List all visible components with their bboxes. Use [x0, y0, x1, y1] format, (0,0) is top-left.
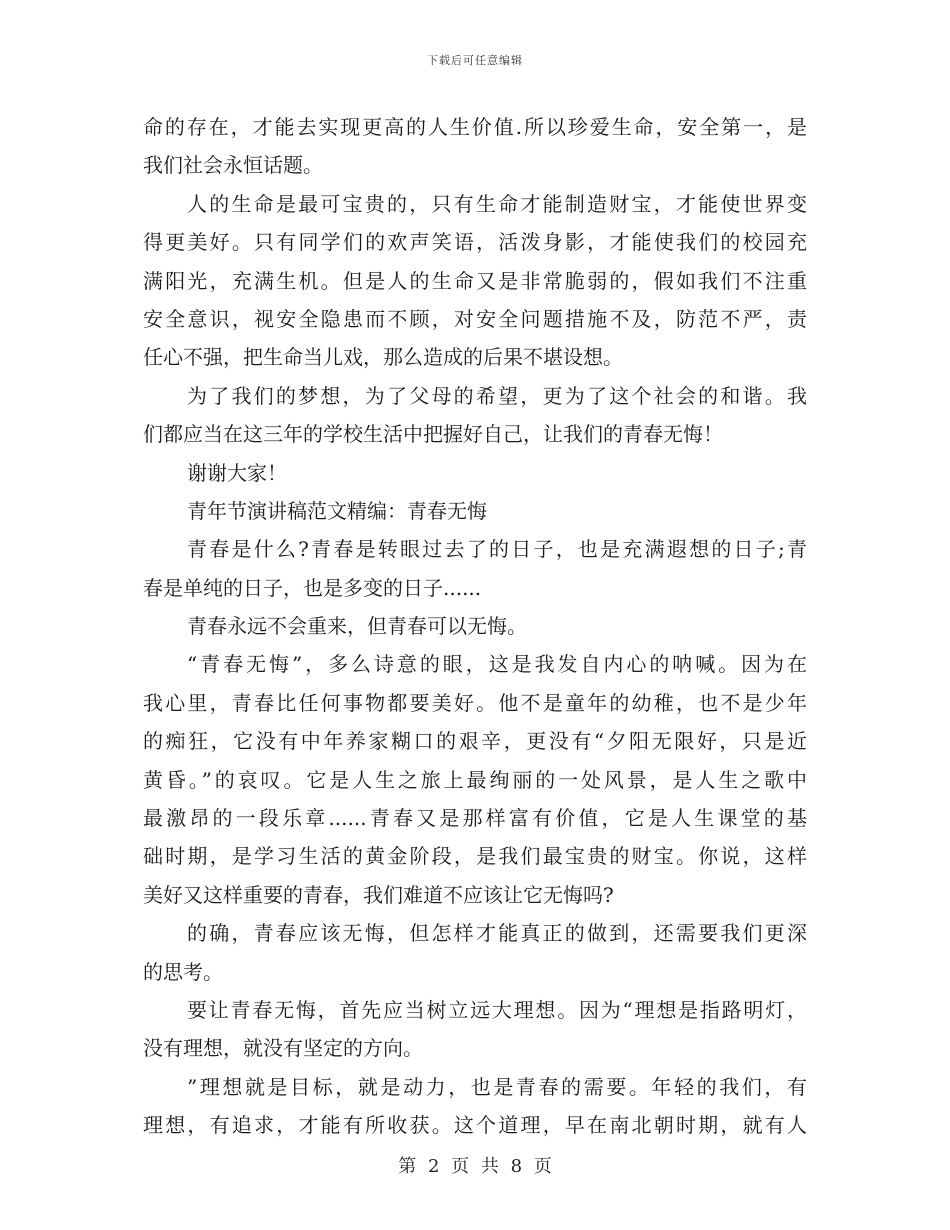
text-line: 要让青春无悔，首先应当树立远大理想。因为“理想是指路明灯， [187, 997, 807, 1022]
document-body [143, 108, 807, 1145]
text-line: 谢谢大家！ [187, 460, 287, 485]
text-line: 得更美好。只有同学们的欢声笑语，活泼身影，才能使我们的校园充 [143, 230, 807, 255]
text-line: 青春永远不会重来，但青春可以无悔。 [187, 614, 527, 639]
text-line: 理想，有追求，才能有所收获。这个道理，早在南北朝时期，就有人 [143, 1113, 807, 1138]
text-line: 命的存在，才能去实现更高的人生价值.所以珍爱生命，安全第一，是 [143, 115, 807, 139]
page-header: 下载后可任意编辑 [427, 54, 523, 67]
text-line: 黄昏。”的哀叹。它是人生之旅上最绚丽的一处风景，是人生之歌中 [143, 767, 807, 792]
text-line: ”理想就是目标，就是动力，也是青春的需要。年轻的我们，有 [187, 1074, 807, 1099]
paragraph [143, 1068, 807, 1145]
text-line: 的痴狂，它没有中年养家糊口的艰辛，更没有“夕阳无限好，只是近 [143, 729, 807, 754]
text-line: 任心不强，把生命当儿戏，那么造成的后果不堪设想。 [143, 345, 623, 370]
paragraph [143, 377, 807, 454]
text-line: 最激昂的一段乐章......青春又是那样富有价值，它是人生课堂的基 [143, 806, 807, 831]
paragraph [143, 991, 807, 1068]
paragraph [143, 492, 807, 530]
paragraph [143, 185, 807, 377]
text-line: 安全意识，视安全隐患而不顾，对安全问题措施不及，防范不严，责 [143, 306, 807, 331]
text-line: 没有理想，就没有坚定的方向。 [143, 1036, 423, 1061]
text-line: 青年节演讲稿范文精编：青春无悔 [187, 498, 487, 523]
paragraph [143, 645, 807, 914]
paragraph [143, 914, 807, 991]
text-line: 为了我们的梦想，为了父母的希望，更为了这个社会的和谐。我 [187, 383, 807, 408]
text-line: 青春是什么?青春是转眼过去了的日子，也是充满遐想的日子;青 [187, 537, 807, 562]
text-line: 的思考。 [143, 959, 223, 984]
paragraph [143, 454, 807, 492]
text-line: 春是单纯的日子，也是多变的日子...... [143, 575, 482, 600]
text-line: 我心里，青春比任何事物都要美好。他不是童年的幼稚，也不是少年 [143, 690, 807, 715]
text-line: 础时期，是学习生活的黄金阶段，是我们最宝贵的财宝。你说，这样 [143, 844, 807, 869]
paragraph [143, 108, 807, 185]
text-line: 我们社会永恒话题。 [143, 153, 323, 178]
text-line: 的确，青春应该无悔，但怎样才能真正的做到，还需要我们更深 [187, 921, 807, 946]
text-line: 美好又这样重要的青春，我们难道不应该让它无悔吗? [143, 882, 614, 907]
text-line: 人的生命是最可宝贵的，只有生命才能制造财宝，才能使世界变 [187, 191, 807, 216]
text-line: 们都应当在这三年的学校生活中把握好自己，让我们的青春无悔！ [143, 422, 723, 447]
text-line: 满阳光，充满生机。但是人的生命又是非常脆弱的，假如我们不注重 [143, 268, 807, 293]
paragraph [143, 607, 807, 645]
text-line: “青春无悔”，多么诗意的眼，这是我发自内心的呐喊。因为在 [187, 652, 807, 677]
paragraph [143, 530, 807, 607]
page-number: 第 2 页 共 8 页 [398, 1156, 552, 1177]
